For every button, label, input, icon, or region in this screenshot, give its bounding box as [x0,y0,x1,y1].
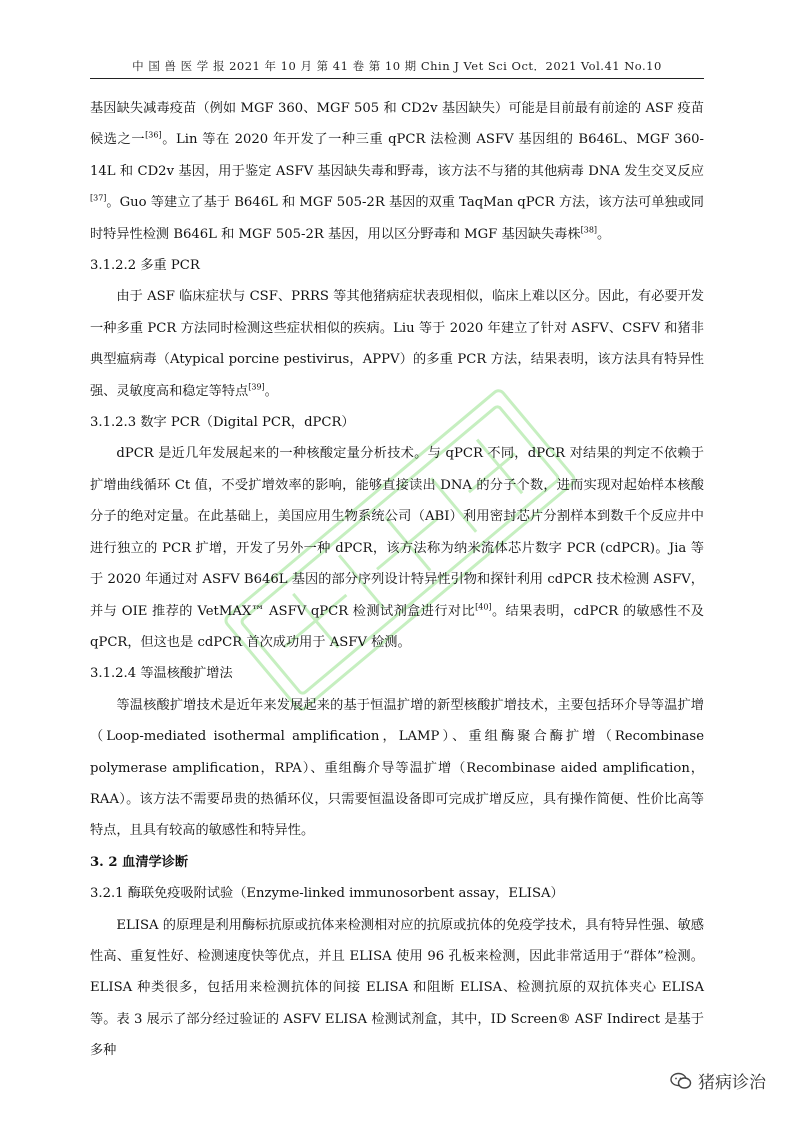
paragraph-continued: 基因缺失减毒疫苗（例如 MGF 360、MGF 505 和 CD2v 基因缺失）可能是目前最有前途的 ASF 疫苗候选之一[36]。Lin 等在 2020 年开发了一种三重 qPCR 法检测 ASFV 基因组的 B646L、MGF 360-14L 和 CD2v 基因，用于鉴定 ASFV 基因缺失毒和野毒，该方法不与猪的其他病毒 DNA 发生交叉反应[37]。Guo 等建立了基于 B646L 和 MGF 505-2R 基因的双重 TaqMan qPCR 方法，该方法可单独或同时特异性检测 B646L 和 MGF 505-2R 基因，用以区分野毒和 MGF 基因缺失毒株[38]。 [90,101,704,242]
header-rule [90,78,704,79]
section-heading-elisa: 3.2.1 酶联免疫吸附试验（Enzyme-linked immunosorbent assay，ELISA） [90,886,564,902]
section-heading-multiplex-pcr: 3.1.2.2 多重 PCR [90,258,200,274]
running-header: 中 国 兽 医 学 报 2021 年 10 月 第 41 卷 第 10 期 Chin J Vet Sci Oct．2021 Vol.41 No.10 [132,59,662,73]
section-heading-isothermal: 3.1.2.4 等温核酸扩增法 [90,666,233,682]
paragraph-isothermal: 等温核酸扩增技术是近年来发展起来的基于恒温扩增的新型核酸扩增技术，主要包括环介导等温扩增（Loop-mediated isothermal amplification，LAMP）、重组酶聚合酶扩增（Recombinase polymerase amplification，RPA）、重组酶介导等温扩增（Recombinase aided amplification，RAA）。该方法不需要昂贵的热循环仪，只需要恒温设备即可完成扩增反应，具有操作简便、性价比高等特点，且具有较高的敏感性和特异性。 [90,697,704,839]
paragraph-dpcr: dPCR 是近几年发展起来的一种核酸定量分析技术。与 qPCR 不同，dPCR 对结果的判定不依赖于扩增曲线循环 Ct 值，不受扩增效率的影响，能够直接读出 DNA 的分子个数，进而实现对起始样本核酸分子的绝对定量。在此基础上，美国应用生物系统公司（ABI）利用密封芯片分割样本到数千个反应井中进行独立的 PCR 扩增，开发了另外一种 dPCR，该方法称为纳米流体芯片数字 PCR (cdPCR)。Jia 等于 2020 年通过对 ASFV B646L 基因的部分序列设计特异性引物和探针利用 cdPCR 技术检测 ASFV，并与 OIE 推荐的 VetMAX™ ASFV qPCR 检测试剂盒进行对比[40]。结果表明，cdPCR 的敏感性不及 qPCR，但这也是 cdPCR 首次成功用于 ASFV 检测。 [90,446,704,650]
paragraph-elisa: ELISA 的原理是利用酶标抗原或抗体来检测相对应的抗原或抗体的免疫学技术，具有特异性强、敏感性高、重复性好、检测速度快等优点，并且 ELISA 使用 96 孔板来检测，因此非常适用于“群体”检测。ELISA 种类很多，包括用来检测抗体的间接 ELISA 和阻断 ELISA、检测抗原的双抗体夹心 ELISA 等。表 3 展示了部分经过验证的 ASFV ELISA 检测试剂盒，其中，ID Screen® ASF Indirect 是基于多种 [90,917,704,1059]
paragraph-multiplex-pcr: 由于 ASF 临床症状与 CSF、PRRS 等其他猪病症状表现相似，临床上难以区分。因此，有必要开发一种多重 PCR 方法同时检测这些症状相似的疾病。Liu 等于 2020 年建立了针对 ASFV、CSFV 和猪非典型瘟病毒（Atypical porcine pestivirus，APPV）的多重 PCR 方法，结果表明，该方法具有特异性强、灵敏度高和稳定等特点[39]。 [90,289,704,399]
wechat-icon [670,1072,692,1090]
section-heading-serology: 3. 2 血清学诊断 [90,854,189,870]
brand-name: 猪病诊治 [698,1073,766,1093]
brand-badge [670,1068,766,1093]
section-heading-dpcr: 3.1.2.3 数字 PCR（Digital PCR，dPCR） [90,415,355,431]
article-body [90,93,704,1067]
